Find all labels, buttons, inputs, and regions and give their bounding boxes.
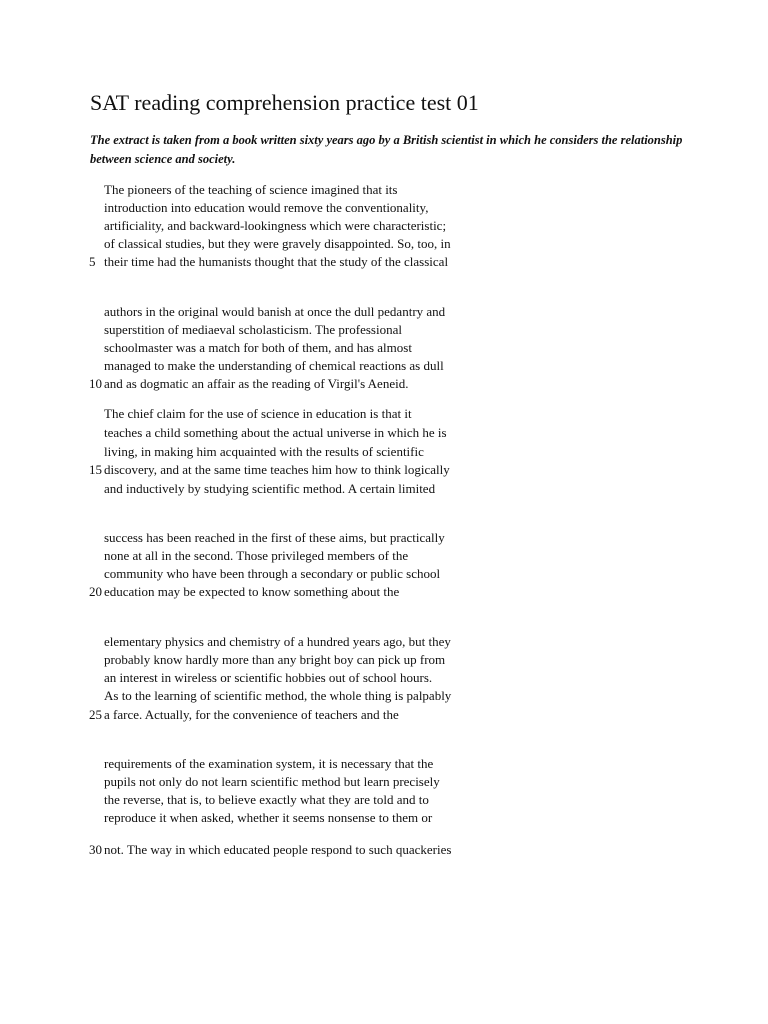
passage-line: teaches a child something about the actual universe in which he is: [104, 425, 447, 440]
line-number: 20: [89, 584, 102, 599]
passage-line: success has been reached in the first of these aims, but practically: [104, 530, 445, 545]
passage-line: the reverse, that is, to believe exactly what they are told and to: [104, 792, 429, 807]
passage-line: pupils not only do not learn scientific method but learn precisely: [104, 774, 440, 789]
passage-line: living, in making him acquainted with the results of scientific: [104, 444, 424, 459]
passage-line: As to the learning of scientific method, the whole thing is palpably: [104, 688, 452, 703]
passage-line: education may be expected to know something about the: [104, 584, 400, 599]
passage-line: probably know hardly more than any bright boy can pick up from: [104, 652, 446, 667]
line-number: 30: [89, 842, 102, 857]
passage-line: requirements of the examination system, it is necessary that the: [104, 756, 434, 771]
page-title: SAT reading comprehension practice test 01: [90, 90, 479, 115]
passage-line: an interest in wireless or scientific hobbies out of school hours.: [104, 670, 433, 685]
passage-line: and as dogmatic an affair as the reading of Virgil's Aeneid.: [104, 376, 409, 391]
passage-line: a farce. Actually, for the convenience of teachers and the: [104, 707, 399, 722]
passage-line: and inductively by studying scientific method. A certain limited: [104, 481, 436, 496]
passage-line: discovery, and at the same time teaches him how to think logically: [104, 462, 450, 477]
passage-line: of classical studies, but they were gravely disappointed. So, too, in: [104, 236, 451, 251]
passage-line: schoolmaster was a match for both of them, and has almost: [104, 340, 412, 355]
passage-line: The chief claim for the use of science in education is that it: [104, 406, 412, 421]
passage-line: not. The way in which educated people respond to such quackeries: [104, 842, 452, 857]
passage-line: introduction into education would remove the conventionality,: [104, 200, 429, 215]
passage-line: authors in the original would banish at once the dull pedantry and: [104, 304, 446, 319]
line-number: 15: [89, 462, 102, 477]
passage-line: none at all in the second. Those privileged members of the: [104, 548, 409, 563]
passage-line: artificiality, and backward-lookingness which were characteristic;: [104, 218, 447, 233]
line-number: 25: [89, 707, 102, 722]
passage-line: community who have been through a secondary or public school: [104, 566, 441, 581]
line-number: 5: [89, 254, 96, 269]
line-number: 10: [89, 376, 102, 391]
passage-line: managed to make the understanding of chemical reactions as dull: [104, 358, 444, 373]
passage-line: their time had the humanists thought that the study of the classical: [104, 254, 449, 269]
passage-line: reproduce it when asked, whether it seems nonsense to them or: [104, 810, 433, 825]
passage-line: superstition of mediaeval scholasticism. The professional: [104, 322, 402, 337]
passage-line: The pioneers of the teaching of science imagined that its: [104, 182, 398, 197]
passage-line: elementary physics and chemistry of a hundred years ago, but they: [104, 634, 451, 649]
intro-paragraph: The extract is taken from a book written sixty years ago by a British scientist in which he considers the relationship between science and society.: [90, 133, 683, 166]
